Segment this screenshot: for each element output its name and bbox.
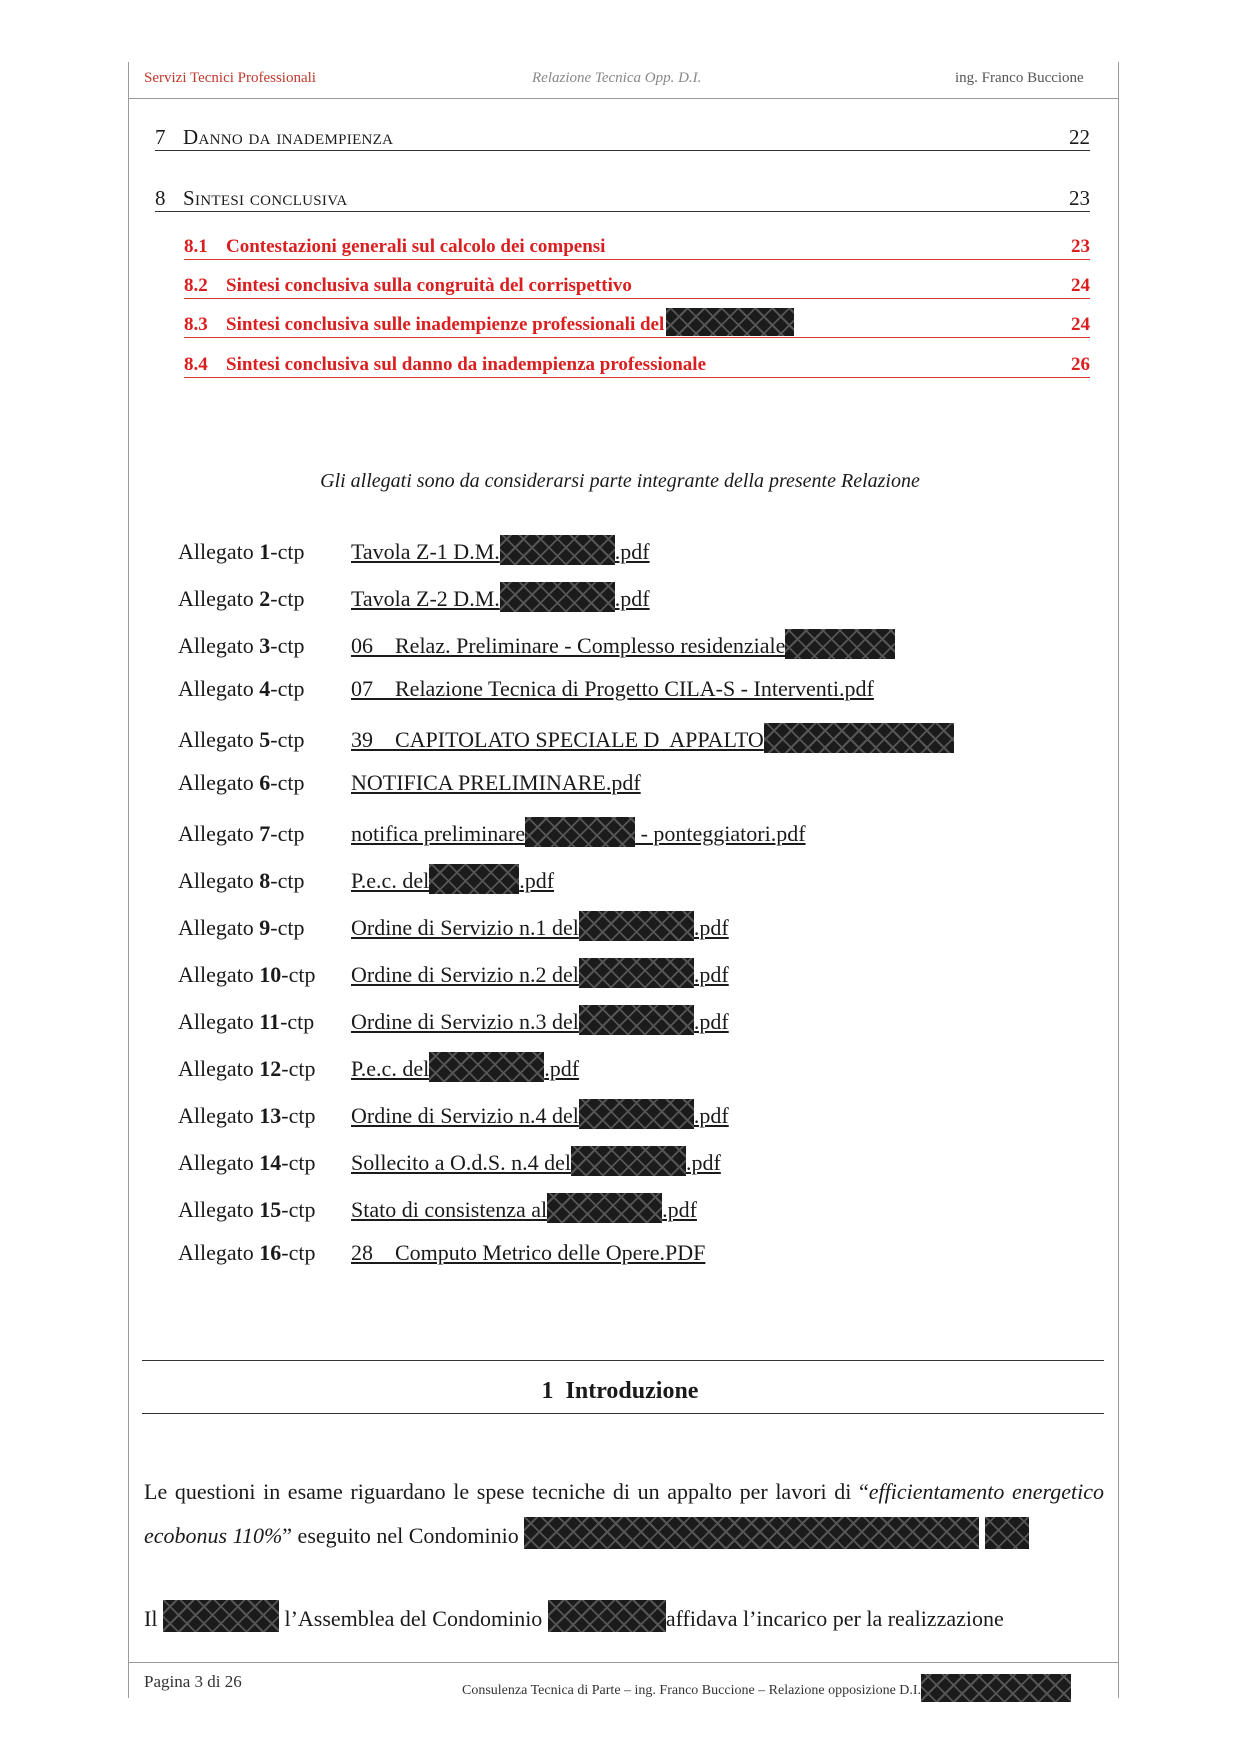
attachment-item[interactable]: Allegato 2-ctp Tavola Z-2 D.M. .pdf xyxy=(178,582,650,612)
attachment-item[interactable]: Allegato 13-ctp Ordine di Servizio n.4 del .pdf xyxy=(178,1099,729,1129)
toc-sub-num: 8.1 xyxy=(184,236,208,257)
attachment-item[interactable]: Allegato 5-ctp 39 CAPITOLATO SPECIALE D APPALTO xyxy=(178,723,954,753)
redaction-block xyxy=(921,1674,1071,1702)
toc-sub-num: 8.3 xyxy=(184,314,208,335)
attachment-item[interactable]: Allegato 8-ctp P.e.c. del .pdf xyxy=(178,864,554,894)
toc-sub-entry[interactable] xyxy=(184,274,1090,299)
frame-right xyxy=(1118,62,1119,1698)
toc-sub-page: 26 xyxy=(1071,354,1090,375)
footer-text: Consulenza Tecnica di Parte – ing. Franco Buccione – Relazione opposizione D.I. xyxy=(462,1674,1071,1702)
attachment-item[interactable]: Allegato 15-ctp Stato di consistenza al .pdf xyxy=(178,1193,697,1223)
toc-entry-title: Sintesi conclusiva xyxy=(183,186,348,210)
redaction-block xyxy=(579,1099,694,1129)
redaction-block xyxy=(579,911,694,941)
header-right: ing. Franco Buccione xyxy=(955,70,1084,86)
toc-sub-entry[interactable] xyxy=(184,353,1090,378)
redaction-block xyxy=(524,1517,979,1549)
attachment-item[interactable]: Allegato 16-ctp 28 Computo Metrico delle Opere.PDF xyxy=(178,1240,706,1265)
redaction-block xyxy=(985,1517,1029,1549)
toc-sub-title: Contestazioni generali sul calcolo dei compensi xyxy=(226,236,606,257)
redaction-block xyxy=(429,864,519,894)
section-title: Introduzione xyxy=(565,1378,699,1404)
footer-rule xyxy=(128,1662,1119,1663)
attachments-note: Gli allegati sono da considerarsi parte integrante della presente Relazione xyxy=(320,470,920,492)
redaction-block xyxy=(548,1600,666,1632)
section-rule-top xyxy=(142,1360,1104,1361)
toc-entry[interactable] xyxy=(155,181,1090,212)
toc-entry-page: 23 xyxy=(1069,186,1090,210)
attachment-item[interactable]: Allegato 9-ctp Ordine di Servizio n.1 del .pdf xyxy=(178,911,729,941)
redaction-block xyxy=(571,1146,686,1176)
attachment-item[interactable]: Allegato 12-ctp P.e.c. del .pdf xyxy=(178,1052,579,1082)
attachment-item[interactable]: Allegato 14-ctp Sollecito a O.d.S. n.4 del .pdf xyxy=(178,1146,721,1176)
attachment-item[interactable]: Allegato 3-ctp 06 Relaz. Preliminare - Complesso residenziale xyxy=(178,629,895,659)
toc-sub-page: 24 xyxy=(1071,314,1090,335)
toc-entry-num: 7 xyxy=(155,125,166,149)
frame-left xyxy=(128,62,129,1698)
toc-entry-num: 8 xyxy=(155,186,166,210)
footer-page-number: Pagina 3 di 26 xyxy=(144,1672,242,1691)
header-left: Servizi Tecnici Professionali xyxy=(144,70,316,86)
redaction-block xyxy=(547,1193,662,1223)
toc-sub-entry[interactable] xyxy=(184,235,1090,260)
section-heading xyxy=(0,1378,1240,1405)
toc-sub-title: Sintesi conclusiva sul danno da inadempienza professionale xyxy=(226,354,707,375)
toc-sub-title xyxy=(226,308,794,336)
redaction-block xyxy=(525,817,635,847)
redaction-block xyxy=(500,535,615,565)
toc-entry-page: 22 xyxy=(1069,125,1090,149)
redaction-block xyxy=(579,958,694,988)
redaction-block xyxy=(579,1005,694,1035)
toc-sub-title-text: Sintesi conclusiva sulle inadempienze professionali del xyxy=(226,314,665,335)
toc-sub-page: 23 xyxy=(1071,236,1090,257)
toc-sub-title: Sintesi conclusiva sulla congruità del corrispettivo xyxy=(226,275,632,296)
attachment-item[interactable]: Allegato 4-ctp 07 Relazione Tecnica di Progetto CILA-S - Interventi.pdf xyxy=(178,676,874,701)
redaction-block xyxy=(163,1600,279,1632)
attachment-item[interactable]: Allegato 1-ctp Tavola Z-1 D.M. .pdf xyxy=(178,535,650,565)
attachment-item[interactable]: Allegato 11-ctp Ordine di Servizio n.3 del .pdf xyxy=(178,1005,729,1035)
redaction-block xyxy=(500,582,615,612)
section-number: 1 xyxy=(541,1378,554,1404)
redaction-block xyxy=(429,1052,544,1082)
attachment-item[interactable]: Allegato 10-ctp Ordine di Servizio n.2 del .pdf xyxy=(178,958,729,988)
toc-sub-num: 8.2 xyxy=(184,275,208,296)
toc-sub-page: 24 xyxy=(1071,275,1090,296)
redaction-block xyxy=(764,723,954,753)
section-rule-bottom xyxy=(142,1413,1104,1414)
redaction-block xyxy=(785,629,895,659)
attachment-item[interactable]: Allegato 6-ctp NOTIFICA PRELIMINARE.pdf xyxy=(178,770,641,795)
toc-sub-num: 8.4 xyxy=(184,354,208,375)
attachment-item[interactable]: Allegato 7-ctp notifica preliminare - ponteggiatori.pdf xyxy=(178,817,806,847)
header-center: Relazione Tecnica Opp. D.I. xyxy=(532,70,702,86)
body-paragraph: Il l’Assemblea del Condominio affidava l’incarico per la realizzazione xyxy=(144,1600,1104,1632)
redaction-block xyxy=(666,308,794,336)
toc-entry[interactable] xyxy=(155,120,1090,151)
body-paragraph: Le questioni in esame riguardano le spese tecniche di un appalto per lavori di “efficientamento energetico ecobonus 110%” eseguito nel Condominio xyxy=(144,1479,1104,1548)
header-rule xyxy=(128,98,1119,99)
toc-sub-entry[interactable] xyxy=(184,313,1090,338)
toc-entry-title: Danno da inadempienza xyxy=(183,125,394,149)
